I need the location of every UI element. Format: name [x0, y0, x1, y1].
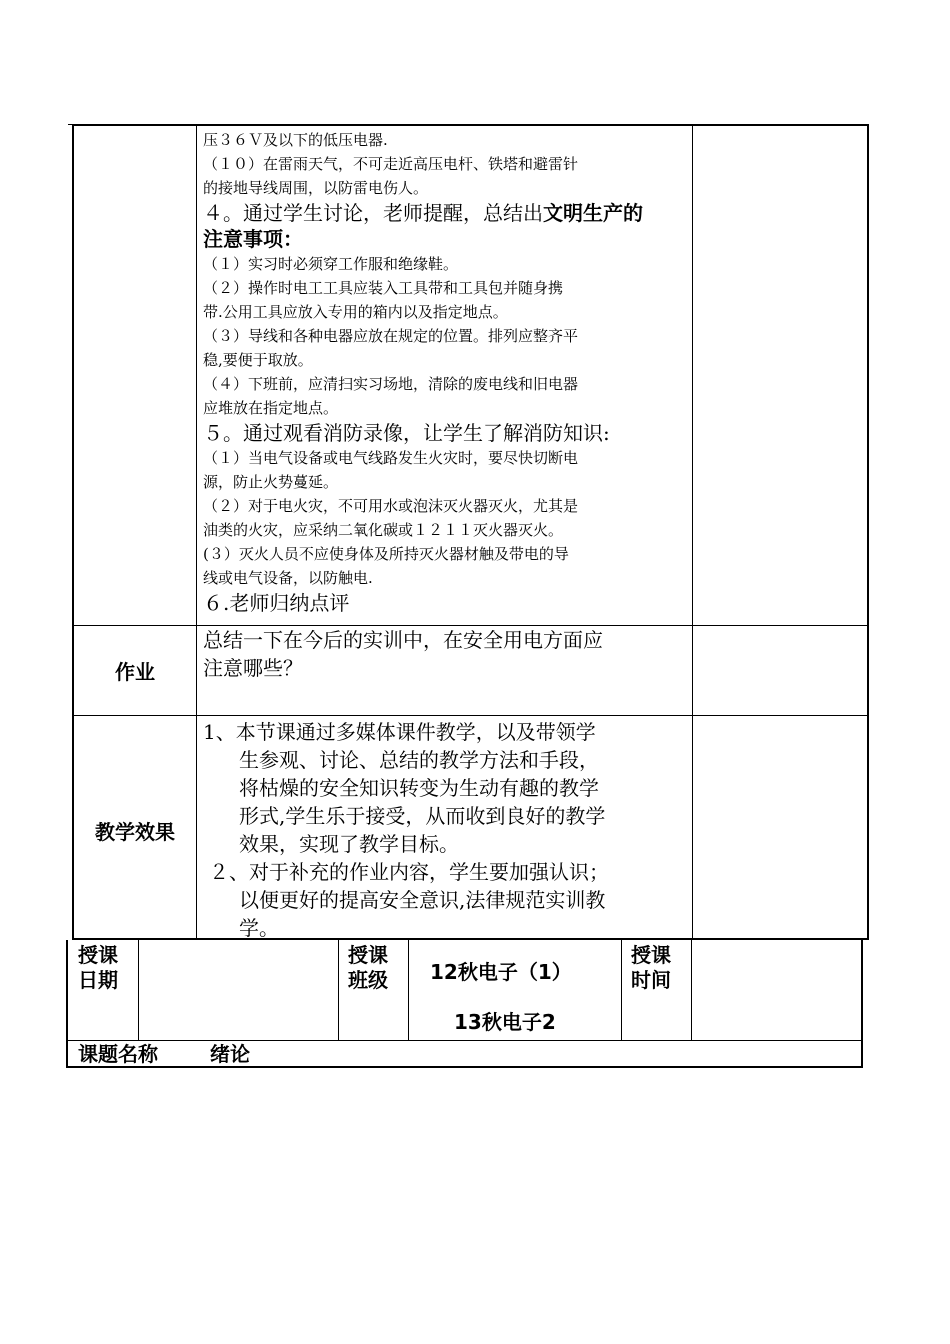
- effect-line: 形式,学生乐于接受，从而收到良好的教学: [239, 804, 606, 828]
- content-text: ５。通过观看消防录像，让学生了解消防知识:: [203, 421, 610, 445]
- time-label-line1: 授课: [631, 943, 671, 967]
- content-line: [197, 348, 685, 372]
- effect-label: 教学效果: [95, 820, 175, 844]
- time-label-line2: 时间: [631, 968, 671, 992]
- content-line: [197, 590, 685, 616]
- class-value-2: 13秋电子2: [454, 1010, 556, 1034]
- content-text: 源，防止火势蔓延。: [203, 473, 339, 491]
- content-text: ４。通过学生讨论，老师提醒，总结出: [203, 201, 543, 225]
- col-divider: [338, 940, 339, 1040]
- content-text: （１）当电气设备或电气线路发生火灾时，要尽快切断电: [203, 449, 579, 467]
- class-label-line1: 授课: [348, 943, 388, 967]
- content-line: [197, 494, 685, 518]
- content-bold-text: 注意事项：: [203, 227, 303, 251]
- row-divider-2: [74, 715, 867, 716]
- content-line: [197, 372, 685, 396]
- date-label: [78, 943, 118, 993]
- col-divider: [691, 940, 692, 1040]
- time-label: [631, 943, 671, 993]
- content-line: [197, 470, 685, 494]
- homework-line: 注意哪些？: [203, 656, 303, 680]
- content-line: [197, 152, 685, 176]
- content-text: （１）实习时必须穿工作服和绝缘鞋。: [203, 255, 459, 273]
- content-line: [197, 252, 685, 276]
- effect-line: 以便更好的提高安全意识,法律规范实训教: [239, 888, 606, 912]
- content-text: 稳,要便于取放。: [203, 351, 313, 369]
- content-text: 应堆放在指定地点。: [203, 399, 339, 417]
- lesson-plan-table: [72, 124, 869, 940]
- class-value-1: 12秋电子（1）: [430, 960, 572, 984]
- effect-line: 生参观、讨论、总结的教学方法和手段，: [239, 748, 599, 772]
- content-line: [197, 176, 685, 200]
- content-text: （３）导线和各种电器应放在规定的位置。排列应整齐平: [203, 327, 579, 345]
- effect-line: 将枯燥的安全知识转变为生动有趣的教学: [239, 776, 599, 800]
- content-line: [197, 542, 685, 566]
- content-text: ６.老师归纳点评: [203, 591, 350, 615]
- effect-line: ２、对于补充的作业内容，学生要加强认识；: [209, 860, 609, 884]
- content-line: [197, 128, 685, 152]
- content-line: [197, 300, 685, 324]
- content-text: 油类的火灾，应采纳二氧化碳或１２１１灭火器灭火。: [203, 521, 564, 539]
- class-label-line2: 班级: [348, 968, 388, 992]
- col-divider-2: [692, 126, 693, 938]
- schedule-table: [66, 940, 863, 1068]
- content-text: （２）操作时电工工具应装入工具带和工具包并随身携: [203, 279, 564, 297]
- homework-line: 总结一下在今后的实训中，在安全用电方面应: [203, 628, 603, 652]
- content-line: [197, 566, 685, 590]
- class-label: [348, 943, 388, 993]
- effect-line: 1、本节课通过多媒体课件教学，以及带领学: [203, 720, 596, 744]
- col-divider: [138, 940, 139, 1040]
- content-line: [197, 276, 685, 300]
- col-divider: [408, 940, 409, 1040]
- effect-content: [197, 718, 685, 942]
- content-line: [197, 226, 685, 252]
- content-text: 的接地导线周围，以防雷电伤人。: [203, 179, 429, 197]
- effect-line: 效果，实现了教学目标。: [239, 832, 459, 856]
- homework-content: [197, 626, 685, 682]
- content-line: [197, 324, 685, 348]
- topic-value: 绪论: [210, 1042, 250, 1066]
- content-bold-text: 文明生产的: [543, 201, 643, 225]
- content-text: （１０）在雷雨天气，不可走近高压电杆、铁塔和避雷针: [203, 155, 579, 173]
- homework-label: 作业: [115, 660, 155, 684]
- teaching-content: [197, 128, 685, 616]
- content-line: [197, 396, 685, 420]
- content-text: 线或电气设备，以防触电.: [203, 569, 373, 587]
- date-label-line1: 授课: [78, 943, 118, 967]
- col-divider: [621, 940, 622, 1040]
- effect-line: 学。: [239, 916, 279, 940]
- content-line: [197, 420, 685, 446]
- content-line: [197, 518, 685, 542]
- date-label-line2: 日期: [78, 968, 118, 992]
- content-line: [197, 200, 685, 226]
- content-text: 带.公用工具应放入专用的箱内以及指定地点。: [203, 303, 508, 321]
- row-divider: [68, 1040, 861, 1041]
- topic-label: 课题名称: [78, 1042, 158, 1066]
- content-text: (３）灭火人员不应使身体及所持灭火器材触及带电的导: [203, 545, 569, 563]
- content-text: （４）下班前，应清扫实习场地，清除的废电线和旧电器: [203, 375, 579, 393]
- content-line: [197, 446, 685, 470]
- content-text: （２）对于电火灾，不可用水或泡沫灭火器灭火，尤其是: [203, 497, 579, 515]
- content-text: 压３６Ｖ及以下的低压电器.: [203, 131, 388, 149]
